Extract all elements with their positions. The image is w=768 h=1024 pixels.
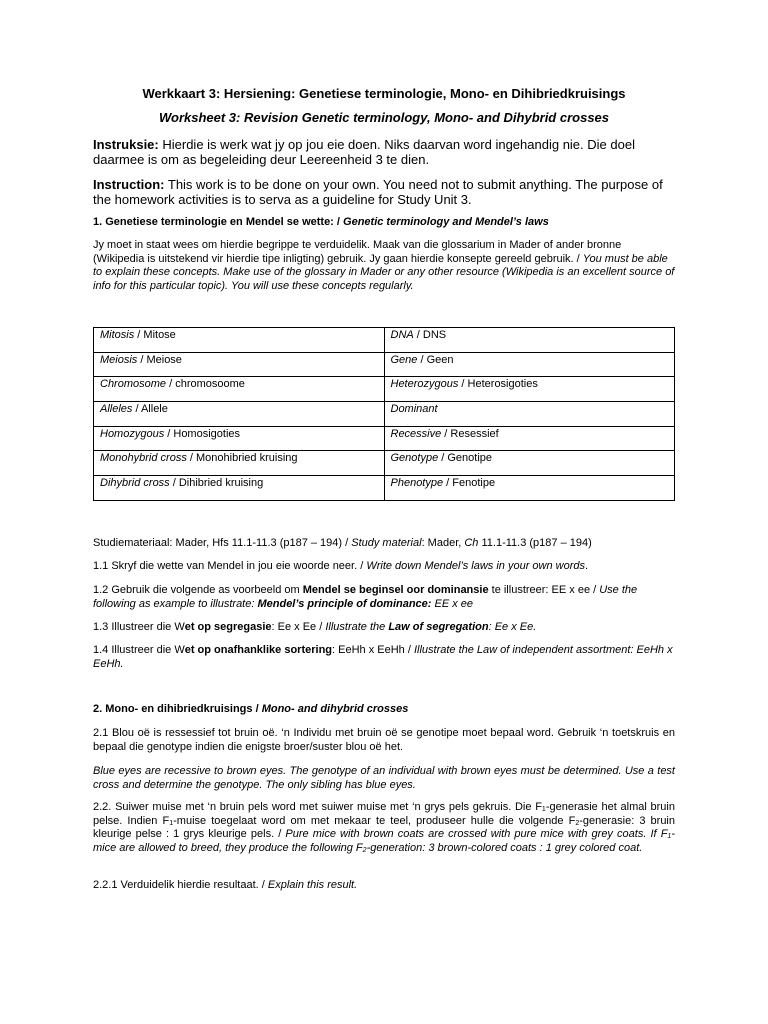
title-afrikaans: Werkkaart 3: Hersiening: Genetiese terminologie, Mono- en Dihibriedkruisings <box>142 86 626 101</box>
terminology-row <box>94 426 675 451</box>
question-1-1-end: . <box>585 560 589 572</box>
term-afrikaans: / Heterosigoties <box>458 378 538 391</box>
question-1-3-b: et op segregasie <box>184 621 272 633</box>
term-english: Heterozygous <box>390 378 459 391</box>
question-2-2-d: -generasie: 3 bruin kleurige pelse : 1 grys kleurige pels. / <box>93 814 675 840</box>
instruction-label: Instruction: <box>93 177 165 192</box>
question-2-2-1-af: 2.2.1 Verduidelik hierdie resultaat. / <box>93 879 268 891</box>
term-english: Recessive <box>390 427 442 440</box>
terminology-row <box>94 476 675 501</box>
term-english: Chromosome <box>100 378 167 391</box>
term-afrikaans: / Monohibried kruising <box>186 452 298 465</box>
term-english: Dihybrid cross <box>100 477 170 490</box>
question-1-3-d: Illustrate the <box>325 621 389 633</box>
question-2-2-sub1: 1 <box>541 806 546 813</box>
term-cell-left <box>94 426 385 451</box>
term-cell-left <box>94 328 385 353</box>
question-1-2-c: te illustreer: EE x ee / <box>488 584 600 596</box>
term-cell-right <box>384 328 675 353</box>
term-cell-left <box>94 451 385 476</box>
term-cell-left <box>94 377 385 402</box>
term-english: Alleles <box>100 403 133 416</box>
question-1-1-en: Write down Mendel’s laws in your own words <box>366 560 585 572</box>
term-cell-right <box>384 402 675 427</box>
question-1-2-f: EE x ee <box>431 597 474 610</box>
terminology-row <box>94 377 675 402</box>
term-afrikaans: / Genotipe <box>438 452 493 465</box>
term-english: Homozygous <box>100 427 165 440</box>
term-afrikaans: / Fenotipe <box>443 477 496 490</box>
question-2-1-en-text: Blue eyes are recessive to brown eyes. The genotype of an individual with brown eyes must be determined. Use a test cross and determine the genotype. The only sibling has blue eyes. <box>93 765 675 791</box>
question-2-2-a: 2.2. Suiwer muise met ‘n bruin pels word met suiwer muise met ‘n grys pels gekruis. Die F <box>93 801 542 813</box>
question-1-4 <box>93 644 675 671</box>
term-english: Phenotype <box>390 477 444 490</box>
term-afrikaans: / chromosoome <box>166 378 245 391</box>
study-material-label-en: Study material <box>351 537 422 549</box>
question-1-4-b: et op onafhanklike sortering <box>184 644 333 656</box>
term-afrikaans: / Homosigoties <box>164 427 241 440</box>
section-1-heading <box>93 216 675 228</box>
term-english: DNA <box>390 329 414 341</box>
term-english: Genotype <box>390 452 439 465</box>
term-english: Dominant <box>390 403 438 416</box>
term-afrikaans: / Geen <box>417 353 454 366</box>
terminology-row <box>94 402 675 427</box>
term-cell-right <box>384 352 675 377</box>
question-1-1 <box>93 560 675 574</box>
instruksie-paragraph <box>93 137 675 167</box>
section-1-intro <box>93 239 675 293</box>
instruction-paragraph <box>93 177 675 207</box>
study-material-mader: : Mader, <box>421 537 465 549</box>
question-1-4-d: Illustrate the Law of independent assortment: EeHh x EeHh. <box>93 644 673 670</box>
question-2-2-sub5: 2 <box>362 846 367 854</box>
question-1-3-c: : Ee x Ee / <box>271 621 326 633</box>
title-english: Worksheet 3: Revision Genetic terminology, Mono- and Dihybrid crosses <box>158 110 610 125</box>
term-cell-right <box>384 377 675 402</box>
question-2-2-sub2: 1 <box>169 819 174 827</box>
term-afrikaans: / DNS <box>413 329 447 341</box>
section-2-heading-af: 2. Mono- en dihibriedkruisings / <box>93 703 262 715</box>
study-material-af: Studiemateriaal: Mader, Hfs 11.1-11.3 (p187 – 194) / <box>93 537 352 549</box>
question-1-3-a: 1.3 Illustreer die W <box>93 621 185 633</box>
question-1-3 <box>93 621 675 635</box>
section-2-heading <box>93 703 675 715</box>
terminology-row <box>94 352 675 377</box>
question-2-2-1-en: Explain this result. <box>267 879 358 891</box>
section-1-heading-en: Genetic terminology and Mendel’s laws <box>343 216 549 228</box>
term-cell-left <box>94 476 385 501</box>
question-2-1-en <box>93 765 675 792</box>
question-1-4-a: 1.4 Illustreer die W <box>93 644 185 656</box>
terminology-row <box>94 451 675 476</box>
question-1-3-f: : Ee x Ee. <box>488 621 537 633</box>
instruksie-text: Hierdie is werk wat jy op jou eie doen. Niks daarvan word ingehandig nie. Die doel daarmee is om as begeleiding deur Leereenheid 3 te dien. <box>93 137 635 167</box>
question-2-2-sub3: 2 <box>575 819 580 827</box>
question-2-2-f: -mice are allowed to breed, they produce the following F <box>93 828 675 854</box>
term-cell-right <box>384 426 675 451</box>
question-1-2 <box>93 584 675 611</box>
term-cell-left <box>94 402 385 427</box>
question-2-2-sub4: 1 <box>667 833 672 840</box>
question-2-2 <box>93 801 675 855</box>
term-afrikaans: / Dihibried kruising <box>169 477 264 490</box>
terminology-row <box>94 328 675 353</box>
question-2-2-e: Pure mice with brown coats are crossed with pure mice with grey coats. If F <box>285 828 668 840</box>
section-2-heading-en: Mono- and dihybrid crosses <box>261 703 409 715</box>
section-1-intro-af: Jy moet in staat wees om hierdie begrippe te verduidelik. Maak van die glossarium in Mader of ander bronne (Wikipedia is uitstekend vir hierdie tipe inligting) gebruik. Jy gaan hierdie konsepte gereeld gebruik. / <box>93 239 622 265</box>
term-cell-right <box>384 476 675 501</box>
question-1-3-e: Law of segregation <box>388 621 489 633</box>
term-english: Monohybrid cross <box>100 452 187 465</box>
question-2-1-af: 2.1 Blou oë is ressessief tot bruin oë. ‘n Individu met bruin oë se genotipe moet bepaal word. Gebruik ‘n toetskruis en bepaal die genotype indien die enigste broer/suster blou oë het. <box>93 727 675 753</box>
question-1-2-b: Mendel se beginsel oor dominansie <box>302 584 489 596</box>
term-afrikaans: / Resessief <box>441 427 499 440</box>
study-material <box>93 537 675 551</box>
section-1-heading-af: 1. Genetiese terminologie en Mendel se wette: / <box>93 216 344 228</box>
term-afrikaans: / Allele <box>132 403 168 416</box>
question-1-1-af: 1.1 Skryf die wette van Mendel in jou eie woorde neer. / <box>93 560 367 572</box>
terminology-table <box>93 327 675 501</box>
study-material-ch: Ch <box>464 537 479 549</box>
term-english: Gene <box>390 353 418 366</box>
study-material-range: 11.1-11.3 (p187 – 194) <box>478 537 592 549</box>
term-cell-left <box>94 352 385 377</box>
question-2-2-c: -muise toegelaat word om met mekaar te teel, produseer hulle die volgende F <box>173 814 576 827</box>
question-1-2-d: Use the following as example to illustrate: <box>93 584 638 610</box>
question-2-2-1 <box>93 879 675 893</box>
question-1-2-a: 1.2 Gebruik die volgende as voorbeeld om <box>93 584 303 596</box>
term-english: Meiosis <box>100 353 138 366</box>
term-afrikaans: / Meiose <box>137 353 182 366</box>
question-1-2-e: Mendel’s principle of dominance: <box>257 597 432 610</box>
question-1-4-c: : EeHh x EeHh / <box>332 644 414 656</box>
instruction-text: This work is to be done on your own. You need not to submit anything. The purpose of the homework activities is to serva as a guideline for Study Unit 3. <box>93 177 663 207</box>
question-2-2-b: -generasie het almal bruin pelse. Indien F <box>93 801 675 827</box>
question-2-2-g: -generation: 3 brown-colored coats : 1 grey colored coat. <box>366 841 643 854</box>
section-1-intro-en: You must be able to explain these concepts. Make use of the glossary in Mader or any other resource (Wikipedia is an excellent source of info for this particular topic). You will use these concepts regularly. <box>93 252 675 292</box>
term-english: Mitosis <box>100 329 135 341</box>
term-cell-right <box>384 451 675 476</box>
term-afrikaans: / Mitose <box>134 329 176 341</box>
instruksie-label: Instruksie: <box>93 137 159 152</box>
